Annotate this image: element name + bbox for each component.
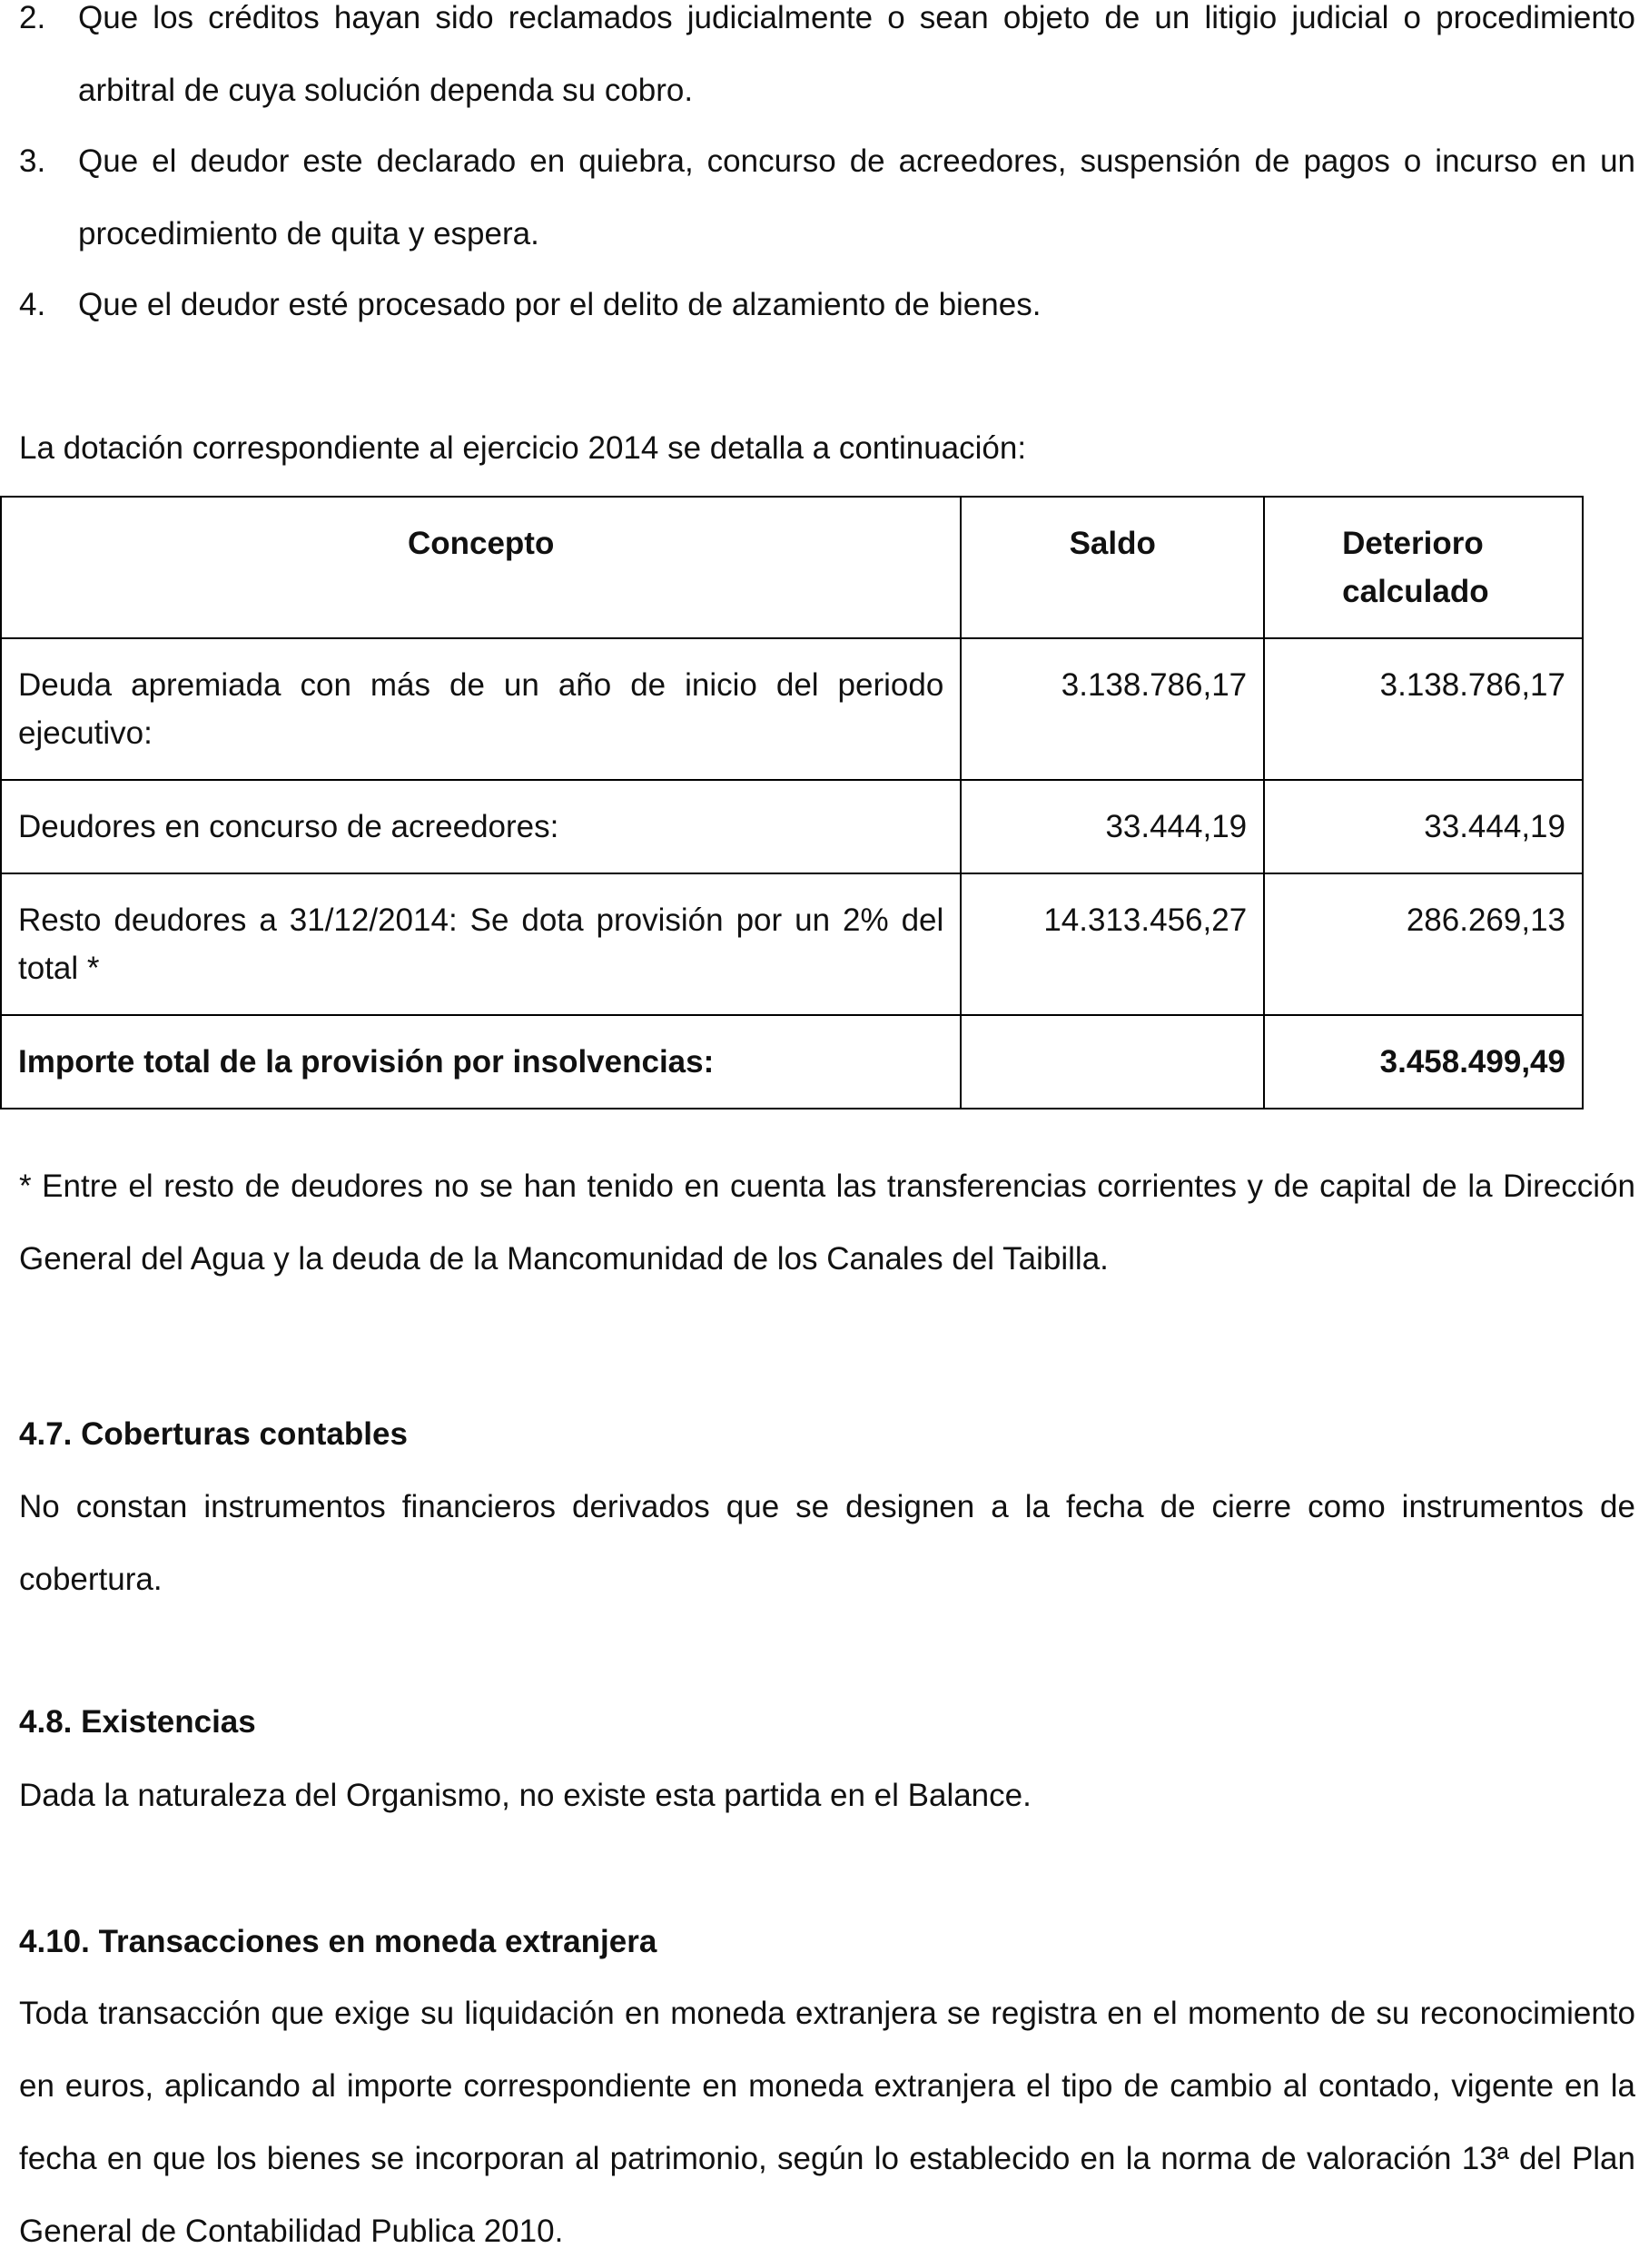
section-body-coberturas: No constan instrumentos financieros derivados que se designen a la fecha de cierre como instrumentos de cobertura. (19, 1489, 1635, 1597)
section-heading-coberturas: 4.7. Coberturas contables (19, 1416, 408, 1452)
row-concept: Resto deudores a 31/12/2014: Se dota provisión por un 2% del total * (1, 873, 961, 1015)
footnote: * Entre el resto de deudores no se han tenido en cuenta las transferencias corrientes y de capital de la Dirección General del Agua y la deuda de la Mancomunidad de los Canales del Taibilla. (19, 1169, 1635, 1277)
provision-table (0, 496, 1584, 1109)
header-saldo: Saldo (961, 497, 1264, 638)
total-concept: Importe total de la provisión por insolvencias: (1, 1015, 961, 1109)
list-number: 3. (19, 143, 46, 179)
section-heading-moneda: 4.10. Transacciones en moneda extranjera (19, 1924, 657, 1959)
row-deterioro: 286.269,13 (1264, 873, 1583, 1015)
total-deterioro: 3.458.499,49 (1264, 1015, 1583, 1109)
section-heading-existencias: 4.8. Existencias (19, 1704, 256, 1740)
row-concept: Deudores en concurso de acreedores: (1, 780, 961, 873)
row-concept: Deuda apremiada con más de un año de inicio del periodo ejecutivo: (1, 638, 961, 780)
header-deterioro: Deterioro calculado (1264, 497, 1583, 638)
table-row (1, 873, 1583, 1015)
table-intro: La dotación correspondiente al ejercicio 2014 se detalla a continuación: (19, 430, 1027, 466)
table-row (1, 780, 1583, 873)
row-saldo: 14.313.456,27 (961, 873, 1264, 1015)
list-item (19, 125, 1635, 271)
row-saldo: 3.138.786,17 (961, 638, 1264, 780)
row-saldo: 33.444,19 (961, 780, 1264, 873)
table-total-row (1, 1015, 1583, 1109)
table-row (1, 638, 1583, 780)
list-number: 4. (19, 287, 46, 322)
total-saldo (961, 1015, 1264, 1109)
section-body-moneda: Toda transacción que exige su liquidación en moneda extranjera se registra en el momento de su reconocimiento en euros, aplicando al importe correspondiente en moneda extranjera el tipo de cambio al contado, vigente en la fecha en que los bienes se incorporan al patrimonio, según lo establecido en la norma de valoración 13ª del Plan General de Contabilidad Publica 2010. (19, 1996, 1635, 2249)
list-item (19, 269, 1635, 341)
list-text: Que los créditos hayan sido reclamados judicialmente o sean objeto de un litigio judicial o procedimiento arbitral de cuya solución dependa su cobro. (78, 0, 1635, 108)
header-concepto: Concepto (1, 497, 961, 638)
row-deterioro: 3.138.786,17 (1264, 638, 1583, 780)
row-deterioro: 33.444,19 (1264, 780, 1583, 873)
list-item (19, 0, 1635, 127)
list-text: Que el deudor este declarado en quiebra, concurso de acreedores, suspensión de pagos o incurso en un procedimiento de quita y espera. (78, 143, 1635, 251)
list-text: Que el deudor esté procesado por el delito de alzamiento de bienes. (78, 287, 1042, 322)
list-number: 2. (19, 0, 46, 35)
table-header-row (1, 497, 1583, 638)
section-body-existencias: Dada la naturaleza del Organismo, no existe esta partida en el Balance. (19, 1778, 1032, 1813)
